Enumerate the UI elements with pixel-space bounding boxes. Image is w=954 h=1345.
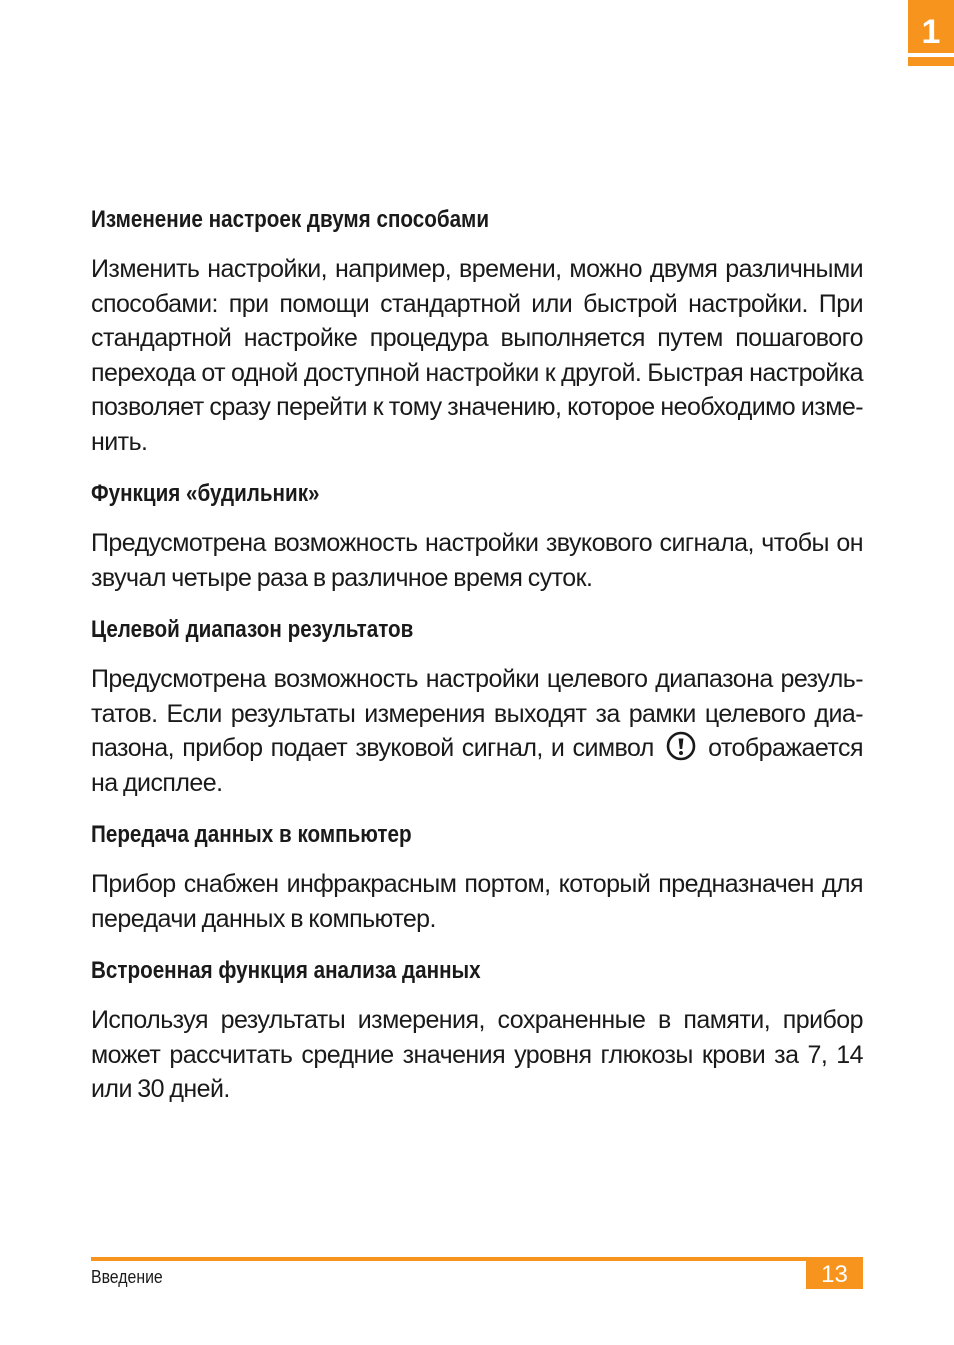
section-heading: Изменение настроек двумя способами xyxy=(91,206,490,233)
exclamation-circle-icon xyxy=(666,731,696,761)
section-body: Прибор снабжен инфракрасным портом, который предназначен для передачи данных в компьютер. xyxy=(91,870,863,933)
footer-section-label: Введение xyxy=(91,1267,163,1287)
section-settings-change xyxy=(91,200,863,459)
section-heading: Целевой диапазон результатов xyxy=(91,616,414,643)
chapter-number: 1 xyxy=(921,13,941,51)
page-content xyxy=(91,200,863,1122)
section-body-text-after-icon: отображается на дисплее. xyxy=(91,734,863,797)
section-data-transfer xyxy=(91,815,863,936)
footer-divider xyxy=(91,1257,863,1261)
section-heading: Встроенная функция анализа данных xyxy=(91,957,481,984)
section-target-range xyxy=(91,610,863,800)
chapter-tab xyxy=(908,0,954,66)
section-heading: Передача данных в компьютер xyxy=(91,821,412,848)
section-heading: Функция «будильник» xyxy=(91,480,320,507)
section-body: Предусмотрена возможность настройки звукового сигнала, чтобы он звучал четыре раза в различное время суток. xyxy=(91,529,863,592)
section-body: Используя результаты измерения, сохраненные в памяти, прибор может рассчитать средние значения уровня глюкозы крови за 7, 14 или 30 дней. xyxy=(91,1006,863,1103)
section-body-text-before-icon: Предусмотрена возможность настройки целевого диапазона резуль- татов. Если результаты измерения выходят за рамки целевого диа- пазона, прибор подает звуковой сигнал, и символ xyxy=(91,665,863,762)
page-number: 13 xyxy=(806,1261,863,1289)
section-data-analysis xyxy=(91,951,863,1107)
section-body: Изменить настройки, например, времени, можно двумя различными способами: при помощи стандартной или быстрой настройки. При стандартной настройке процедура выполняется путем пошагового перехода от одной доступной настройки к другой. Быстрая настройка позволяет сразу перейти к тому значению, которое необходимо изме- нить. xyxy=(91,255,863,456)
chapter-tab-underline xyxy=(908,53,954,57)
section-alarm-function xyxy=(91,474,863,595)
section-body xyxy=(91,662,863,800)
